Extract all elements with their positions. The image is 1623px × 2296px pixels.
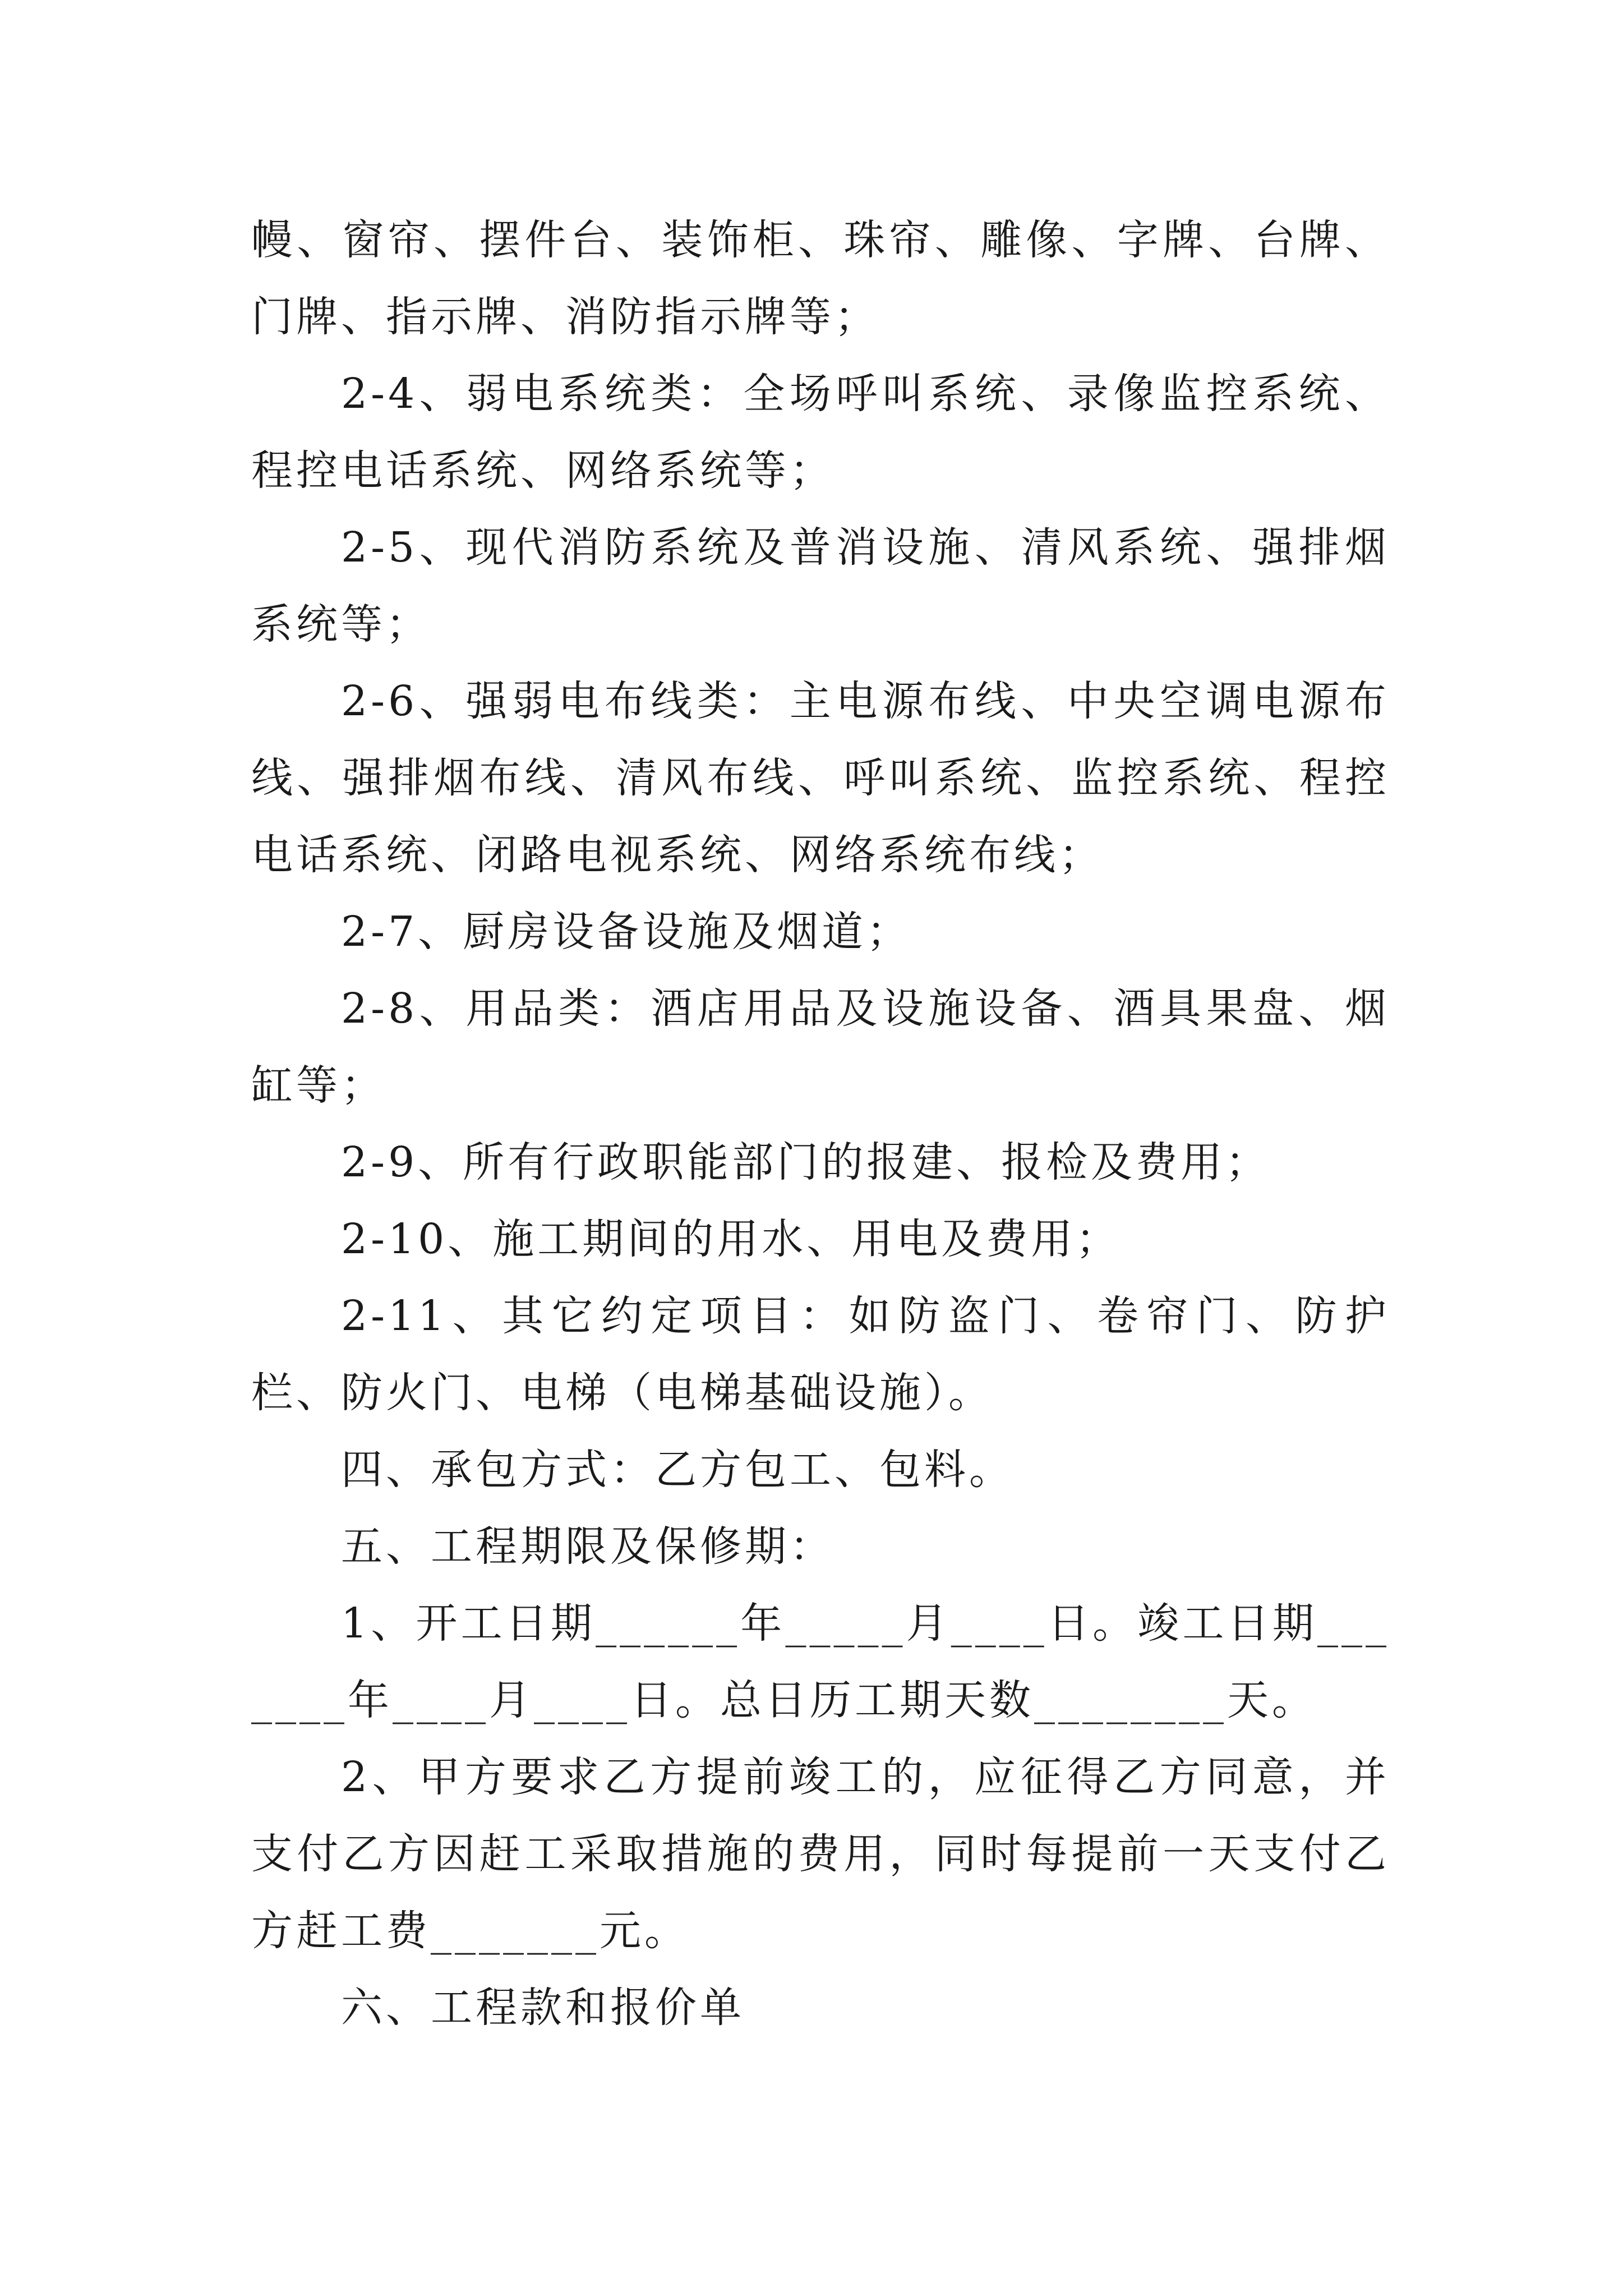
section-heading-project-period: 五、工程期限及保修期：: [341, 1522, 834, 1571]
paragraph-2-11: 2-11、其它约定项目：如防盗门、卷帘门、防护栏、防火门、电梯（电梯基础设施）。: [251, 1292, 1390, 1417]
document-body: [251, 202, 1390, 2046]
paragraph-2-10: 2-10、施工期间的用水、用电及费用；: [341, 1215, 1121, 1263]
paragraph-2-5: 2-5、现代消防系统及普消设施、清风系统、强排烟系统等；: [251, 523, 1390, 648]
section-heading-payment-quotation: 六、工程款和报价单: [341, 1984, 745, 2032]
paragraph-start-end-dates: 1、开工日期______年_____月____日。竣工日期_______年____月____日。总日历工期天数________天。: [251, 1599, 1390, 1724]
paragraph-2-7: 2-7、厨房设备设施及烟道；: [341, 908, 912, 956]
paragraph-2-8: 2-8、用品类：酒店用品及设施设备、酒具果盘、烟缸等；: [251, 984, 1390, 1110]
paragraph-2-6: 2-6、强弱电布线类：主电源布线、中央空调电源布线、强排烟布线、清风布线、呼叫系统、监控系统、程控电话系统、闭路电视系统、网络系统布线；: [251, 677, 1390, 879]
section-heading-contract-method: 四、承包方式：乙方包工、包料。: [341, 1446, 1014, 1494]
paragraph-2-9: 2-9、所有行政职能部门的报建、报检及费用；: [341, 1138, 1271, 1186]
paragraph-decoration-items: 幔、窗帘、摆件台、装饰柜、珠帘、雕像、字牌、台牌、门牌、指示牌、消防指示牌等；: [251, 216, 1390, 341]
paragraph-2-4: 2-4、弱电系统类：全场呼叫系统、录像监控系统、程控电话系统、网络系统等；: [251, 370, 1390, 495]
paragraph-early-completion: 2、甲方要求乙方提前竣工的，应征得乙方同意，并支付乙方因赶工采取措施的费用，同时每提前一天支付乙方赶工费_______元。: [251, 1753, 1390, 1955]
